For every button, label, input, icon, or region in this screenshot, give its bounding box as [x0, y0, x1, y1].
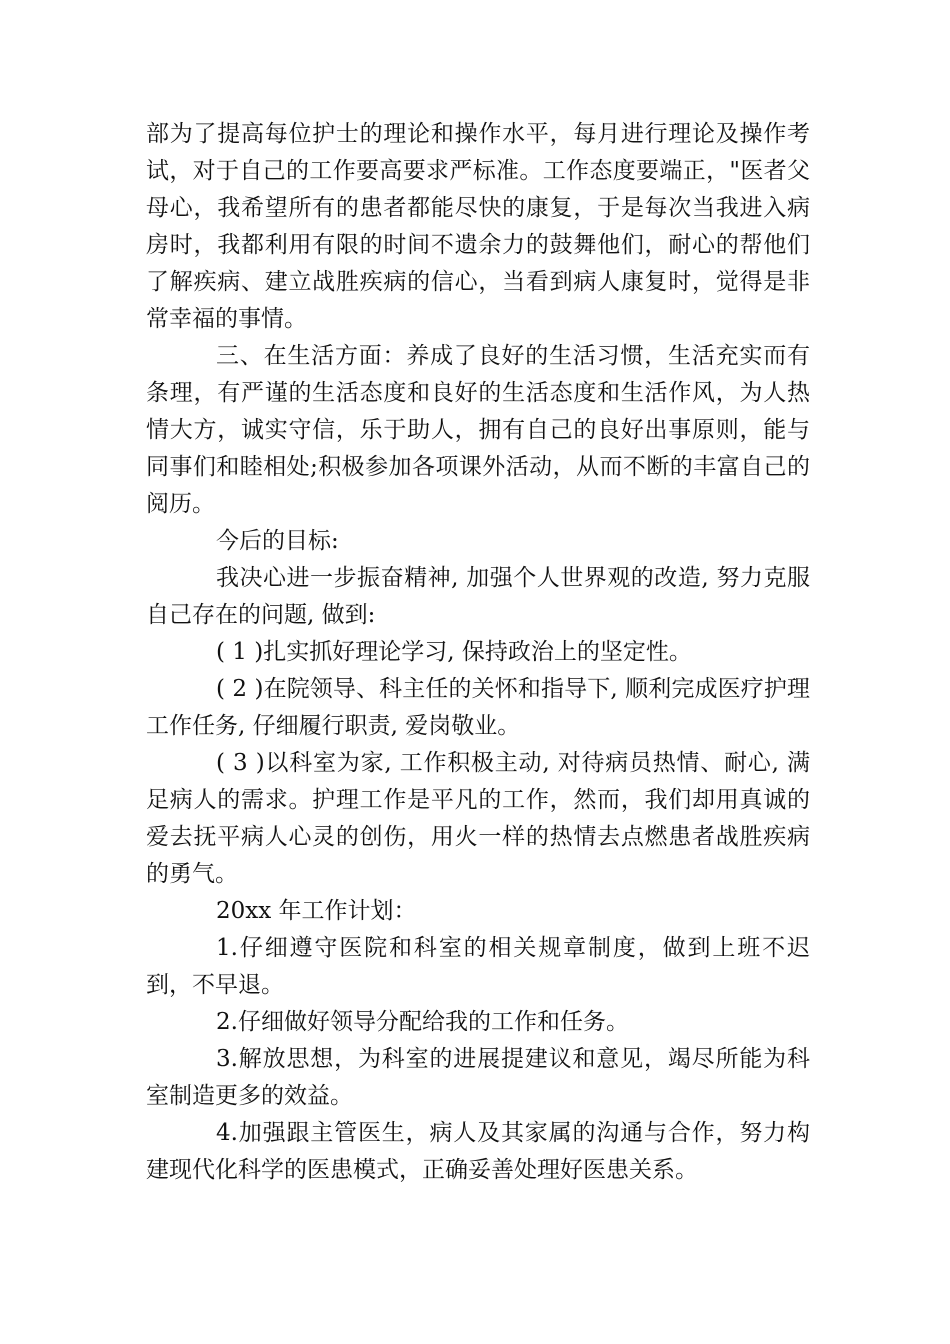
- goal-item-2: ( 2 )在院领导、科主任的关怀和指导下, 顺利完成医疗护理工作任务, 仔细履行职责, 爱岗敬业。: [146, 676, 810, 739]
- document-body: [146, 116, 810, 1189]
- paragraph-continuation: 部为了提高每位护士的理论和操作水平，每月进行理论及操作考试，对于自己的工作要高要求严标准。工作态度要端正，"医者父母心，我希望所有的患者都能尽快的康复，于是每次当我进入病房时，我都利用有限的时间不遗余力的鼓舞他们，耐心的帮他们了解疾病、建立战胜疾病的信心，当看到病人康复时，觉得是非常幸福的事情。: [146, 121, 810, 332]
- paragraph-life-aspect: 三、在生活方面：养成了良好的生活习惯，生活充实而有条理，有严谨的生活态度和良好的生活态度和生活作风，为人热情大方，诚实守信，乐于助人，拥有自己的良好出事原则，能与同事们和睦相处;积极参加各项课外活动，从而不断的丰富自己的阅历。: [146, 343, 810, 517]
- paragraph-resolution: 我决心进一步振奋精神, 加强个人世界观的改造, 努力克服自己存在的问题, 做到:: [146, 565, 810, 628]
- goal-item-3: ( 3 )以科室为家, 工作积极主动, 对待病员热情、耐心, 满足病人的需求。护理工作是平凡的工作，然而，我们却用真诚的爱去抚平病人心灵的创伤，用火一样的热情去点燃患者战胜疾病的勇气。: [146, 750, 810, 887]
- plan-item-1: 1.仔细遵守医院和科室的相关规章制度，做到上班不迟到，不早退。: [146, 935, 810, 998]
- heading-future-goals: 今后的目标:: [216, 528, 339, 554]
- goal-item-1: ( 1 )扎实抓好理论学习, 保持政治上的坚定性。: [216, 639, 692, 665]
- plan-item-2: 2.仔细做好领导分配给我的工作和任务。: [216, 1009, 629, 1035]
- plan-item-4: 4.加强跟主管医生，病人及其家属的沟通与合作，努力构建现代化科学的医患模式，正确妥善处理好医患关系。: [146, 1120, 810, 1183]
- plan-item-3: 3.解放思想，为科室的进展提建议和意见，竭尽所能为科室制造更多的效益。: [146, 1046, 810, 1109]
- heading-work-plan: 20xx 年工作计划：: [216, 898, 417, 924]
